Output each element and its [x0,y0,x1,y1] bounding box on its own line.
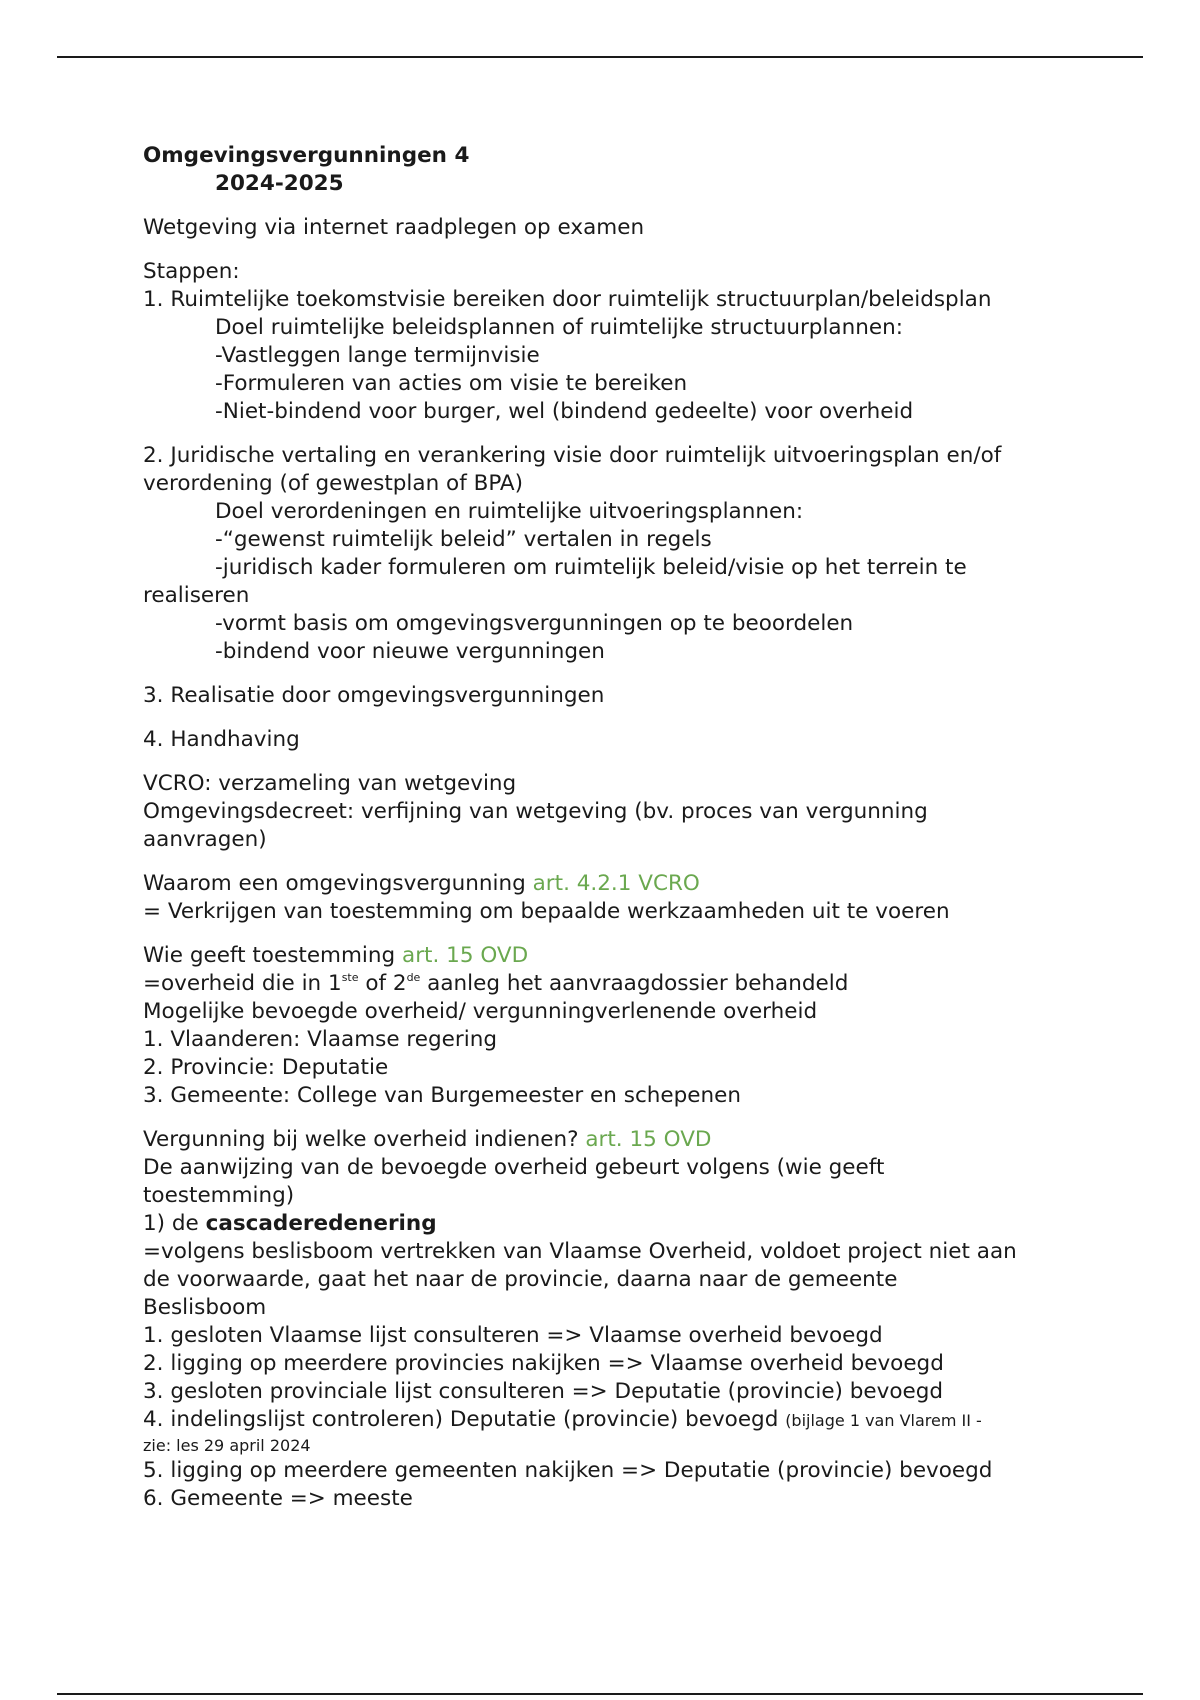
wie-answer-post: aanleg het aanvraagdossier behandeld [420,971,849,996]
step2-item: -juridisch kader formuleren om ruimtelijk beleid/visie op het terrein te [215,555,967,580]
vergunning-label: Vergunning bij welke overheid indienen? [143,1127,586,1152]
beslisboom-heading: Beslisboom [143,1295,267,1320]
superscript: ste [341,971,359,984]
step1-title: 1. Ruimtelijke toekomstvisie bereiken door ruimtelijk structuurplan/beleidsplan [143,287,992,312]
cascade-text: =volgens beslisboom vertrekken van Vlaamse Overheid, voldoet project niet aan [143,1239,1017,1264]
vcro-text: VCRO: verzameling van wetgeving [143,771,517,796]
cascade-text-cont: de voorwaarde, gaat het naar de provincie, daarna naar de gemeente [143,1267,898,1292]
beslisboom-item: 5. ligging op meerdere gemeenten nakijken => Deputatie (provincie) bevoegd [143,1458,993,1483]
law-reference: art. 15 OVD [585,1127,712,1152]
step1-item: -Vastleggen lange termijnvisie [215,343,540,368]
document-body [143,142,1073,1513]
doc-year: 2024-2025 [215,171,344,196]
step3-title: 3. Realisatie door omgevingsvergunningen [143,683,605,708]
beslisboom-note: (bijlage 1 van Vlarem II - [785,1411,982,1430]
authority-item: 1. Vlaanderen: Vlaamse regering [143,1027,497,1052]
step1-item: -Niet-bindend voor burger, wel (bindend gedeelte) voor overheid [215,399,914,424]
cascade-prefix: 1) de [143,1211,206,1236]
footer-rule [57,1693,1143,1695]
beslisboom-item [143,1406,1073,1435]
step2-item-cont: realiseren [143,583,250,608]
vergunning-question [143,1126,1073,1154]
intro-text: Wetgeving via internet raadplegen op examen [143,215,645,240]
law-reference: art. 4.2.1 VCRO [532,871,700,896]
decreet-text-cont: aanvragen) [143,827,267,852]
wie-mogelijke: Mogelijke bevoegde overheid/ vergunningverlenende overheid [143,999,818,1024]
aanwijzing-text-cont: toestemming) [143,1183,295,1208]
step2-item: -vormt basis om omgevingsvergunningen op te beoordelen [215,611,854,636]
step1-item: -Formuleren van acties om visie te bereiken [215,371,688,396]
beslisboom-note-cont: zie: les 29 april 2024 [143,1436,311,1455]
beslisboom-item: 1. gesloten Vlaamse lijst consulteren => Vlaamse overheid bevoegd [143,1323,883,1348]
waarom-label: Waarom een omgevingsvergunning [143,871,533,896]
beslisboom-item: 2. ligging op meerdere provincies nakijken => Vlaamse overheid bevoegd [143,1351,944,1376]
waarom-answer: = Verkrijgen van toestemming om bepaalde werkzaamheden uit te voeren [143,899,950,924]
cascade-term: cascaderedenering [205,1211,437,1236]
law-reference: art. 15 OVD [402,943,529,968]
header-rule [57,56,1143,58]
beslisboom-item: 3. gesloten provinciale lijst consulteren => Deputatie (provincie) bevoegd [143,1379,944,1404]
superscript: de [406,971,421,984]
decreet-text: Omgevingsdecreet: verfijning van wetgeving (bv. proces van vergunning [143,799,928,824]
step2-item: -“gewenst ruimtelijk beleid” vertalen in regels [215,527,712,552]
steps-heading: Stappen: [143,259,240,284]
wie-answer [143,970,1073,998]
step1-goal: Doel ruimtelijke beleidsplannen of ruimtelijke structuurplannen: [215,315,903,340]
wie-answer-mid: of 2 [358,971,407,996]
doc-title: Omgevingsvergunningen 4 [143,143,470,168]
beslisboom-item-text: 4. indelingslijst controleren) Deputatie (provincie) bevoegd [143,1407,786,1432]
authority-item: 3. Gemeente: College van Burgemeester en schepenen [143,1083,741,1108]
authority-item: 2. Provincie: Deputatie [143,1055,389,1080]
beslisboom-item: 6. Gemeente => meeste [143,1486,413,1511]
step2-title-cont: verordening (of gewestplan of BPA) [143,471,524,496]
wie-label: Wie geeft toestemming [143,943,403,968]
step2-title: 2. Juridische vertaling en verankering visie door ruimtelijk uitvoeringsplan en/of [143,443,1002,468]
aanwijzing-text: De aanwijzing van de bevoegde overheid gebeurt volgens (wie geeft [143,1155,885,1180]
waarom-question [143,870,1073,898]
step2-item: -bindend voor nieuwe vergunningen [215,639,605,664]
cascade-heading [143,1210,1073,1238]
step4-title: 4. Handhaving [143,727,300,752]
step2-goal: Doel verordeningen en ruimtelijke uitvoeringsplannen: [215,499,804,524]
wie-answer-pre: =overheid die in 1 [143,971,342,996]
wie-question [143,942,1073,970]
